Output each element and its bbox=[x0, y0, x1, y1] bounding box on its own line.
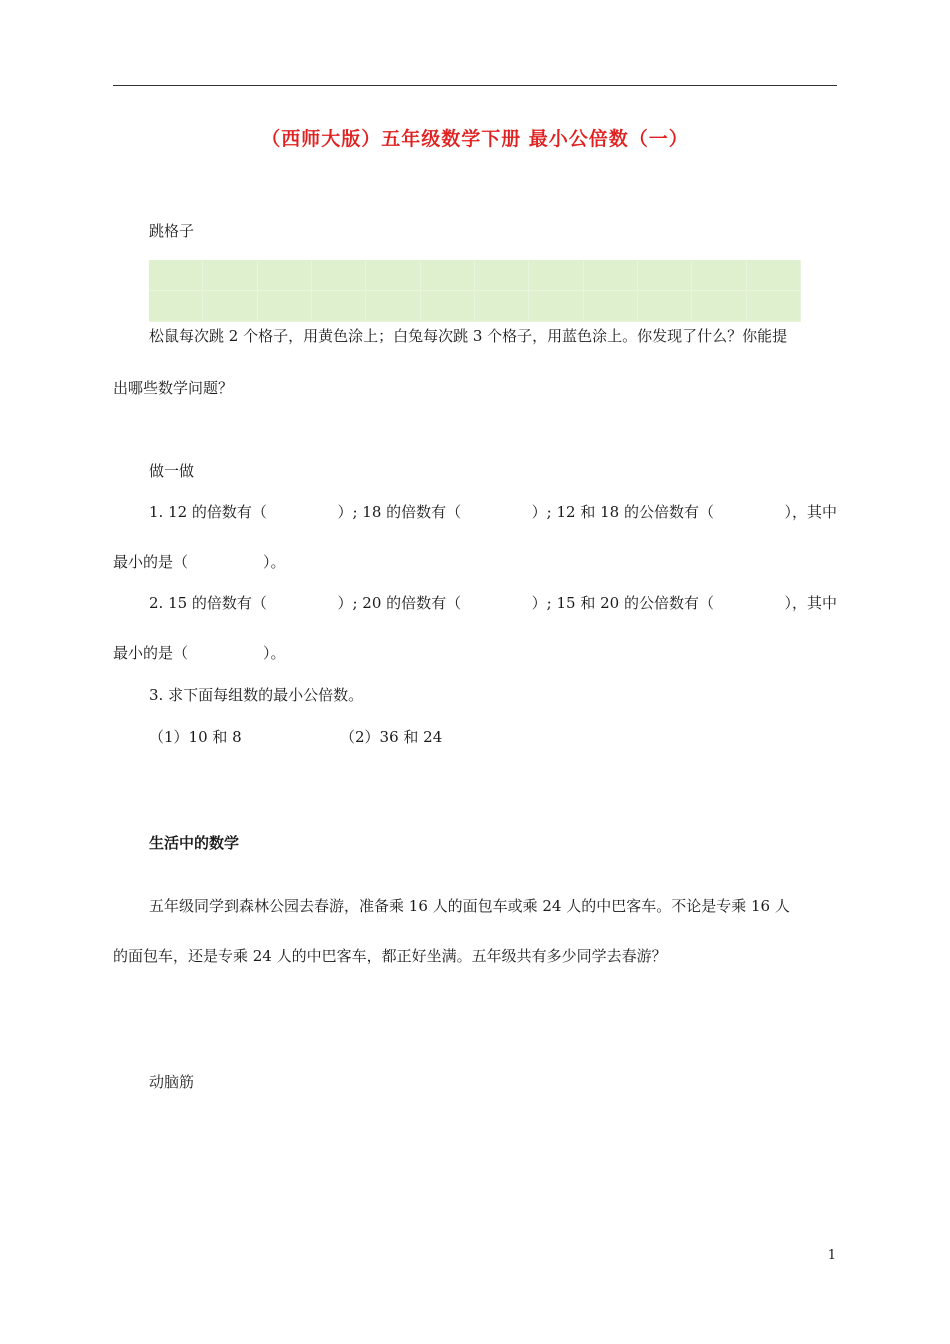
grid-cell bbox=[312, 291, 366, 322]
question-3-sub-2: （2）36 和 24 bbox=[340, 728, 443, 746]
question-1-line1 bbox=[149, 501, 837, 523]
grid-question-text: 松鼠每次跳 2 个格子，用黄色涂上；白兔每次跳 3 个格子，用蓝色涂上。你发现了什么？你能提 bbox=[149, 327, 788, 345]
q2-part-1: 2. 15 的倍数有（ bbox=[149, 594, 267, 612]
grid-cell bbox=[149, 260, 203, 291]
grid-cell bbox=[692, 260, 746, 291]
grid-cell bbox=[584, 291, 638, 322]
grid-cell bbox=[529, 260, 583, 291]
grid-cell bbox=[692, 291, 746, 322]
grid-cell bbox=[584, 260, 638, 291]
q2-part-2: ）; 20 的倍数有（ bbox=[337, 594, 462, 612]
question-2-line1 bbox=[149, 592, 837, 614]
grid-cell bbox=[747, 291, 801, 322]
grid-cell bbox=[638, 260, 692, 291]
grid-question-line2: 出哪些数学问题？ bbox=[113, 379, 234, 397]
grid-cell bbox=[529, 291, 583, 322]
q2-part-4: ），其中 bbox=[784, 594, 837, 612]
q1-part-3: ）; 12 和 18 的公倍数有（ bbox=[531, 503, 714, 521]
page-title: （西师大版）五年级数学下册 最小公倍数（一） bbox=[261, 128, 689, 150]
grid-question-line1 bbox=[113, 325, 837, 347]
life-problem-line1: 五年级同学到森林公园去春游，准备乘 16 人的面包车或乘 24 人的中巴客车。不论是专乘 16 人 bbox=[149, 897, 790, 915]
grid-cell bbox=[258, 291, 312, 322]
question-3: 3. 求下面每组数的最小公倍数。 bbox=[149, 686, 364, 704]
question-2-line2: 最小的是（ ）。 bbox=[113, 644, 286, 662]
question-1-line2: 最小的是（ ）。 bbox=[113, 553, 286, 571]
grid-cell bbox=[366, 260, 420, 291]
grid-cell bbox=[747, 260, 801, 291]
q2-part-3: ）; 15 和 20 的公倍数有（ bbox=[531, 594, 714, 612]
q1-part-2: ）; 18 的倍数有（ bbox=[337, 503, 462, 521]
jump-grid bbox=[149, 260, 801, 322]
grid-cell bbox=[638, 291, 692, 322]
section-heading-dongnaojin: 动脑筋 bbox=[149, 1073, 195, 1091]
q1-part-4: ），其中 bbox=[784, 503, 837, 521]
grid-cell bbox=[475, 260, 529, 291]
grid-cell bbox=[203, 291, 257, 322]
grid-cell bbox=[421, 260, 475, 291]
grid-cell bbox=[366, 291, 420, 322]
grid-cell bbox=[421, 291, 475, 322]
grid-cell bbox=[149, 291, 203, 322]
grid-cell bbox=[258, 260, 312, 291]
section-heading-tiaogezi: 跳格子 bbox=[149, 222, 195, 240]
header-rule bbox=[113, 85, 837, 86]
question-3-sub-1: （1）10 和 8 bbox=[149, 728, 242, 746]
q1-part-1: 1. 12 的倍数有（ bbox=[149, 503, 267, 521]
grid-cell bbox=[203, 260, 257, 291]
grid-cell bbox=[312, 260, 366, 291]
grid-cell bbox=[475, 291, 529, 322]
section-heading-zuoyizuo: 做一做 bbox=[149, 462, 195, 480]
section-heading-shenghuo: 生活中的数学 bbox=[149, 834, 240, 852]
page-number: 1 bbox=[827, 1248, 836, 1263]
life-problem-line2: 的面包车，还是专乘 24 人的中巴客车，都正好坐满。五年级共有多少同学去春游？ bbox=[113, 947, 667, 965]
